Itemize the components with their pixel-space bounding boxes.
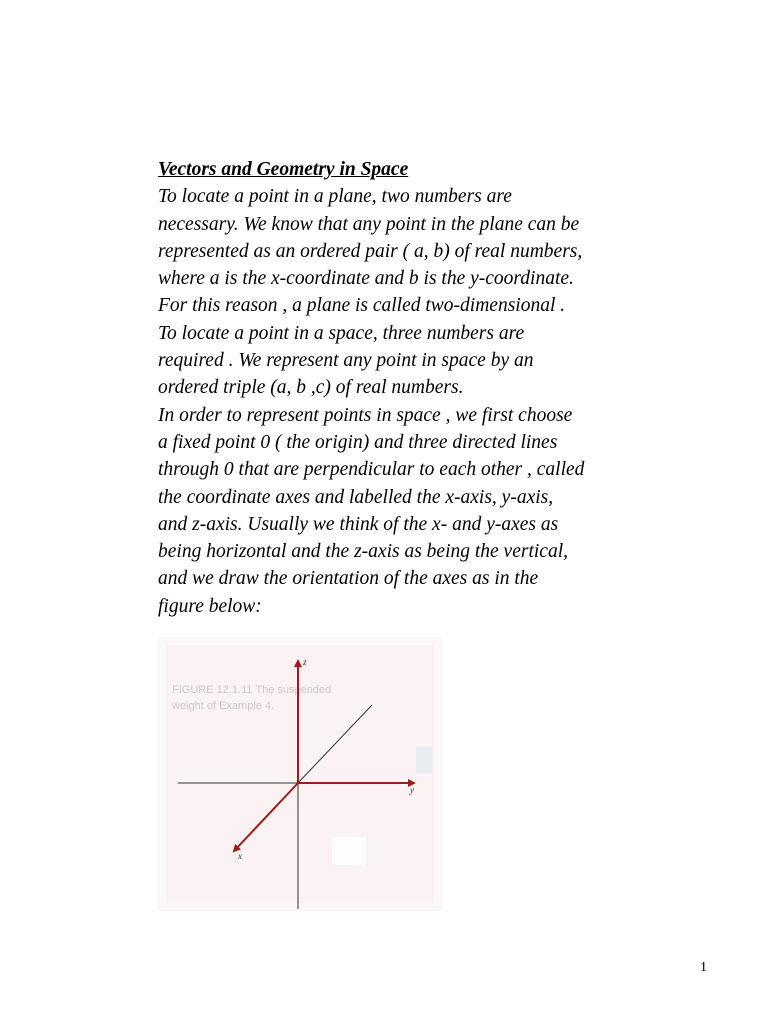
text-line: To locate a point in a plane, two numbers are: [158, 186, 512, 208]
page-number: 1: [700, 960, 707, 975]
text-line: For this reason , a plane is called two-dimensional .: [158, 295, 566, 317]
text-line: and we draw the orientation of the axes as in the: [158, 568, 539, 590]
text-line: In order to represent points in space , we first choose: [158, 404, 573, 426]
body-text: [158, 156, 678, 620]
text-line: ordered triple (a, b ,c) of real numbers.: [158, 377, 464, 399]
ghost-patch: [416, 747, 432, 773]
y-axis-label: y: [410, 785, 414, 795]
text-line: the coordinate axes and labelled the x-axis, y-axis,: [158, 486, 554, 508]
ghost-caption-line2: weight of Example 4.: [172, 700, 275, 712]
text-line: figure below:: [158, 595, 262, 617]
text-line: required . We represent any point in space by an: [158, 350, 534, 372]
z-axis-label: z: [303, 657, 307, 667]
text-line: being horizontal and the z-axis as being the vertical,: [158, 541, 568, 563]
x-axis-label: x: [238, 851, 242, 861]
text-line: represented as an ordered pair ( a, b) of real numbers,: [158, 240, 583, 262]
text-line: where a is the x-coordinate and b is the y-coordinate.: [158, 268, 574, 290]
ghost-caption-line1: FIGURE 12.1.11 The suspended: [172, 684, 332, 696]
ghost-patch: [332, 837, 366, 865]
text-line: through 0 that are perpendicular to each other , called: [158, 459, 585, 481]
text-line: and z-axis. Usually we think of the x- and y-axes as: [158, 513, 559, 535]
text-line: necessary. We know that any point in the plane can be: [158, 213, 580, 235]
axes-diagram: [158, 637, 442, 911]
section-title: Vectors and Geometry in Space: [158, 159, 409, 180]
text-line: a fixed point 0 ( the origin) and three directed lines: [158, 431, 558, 453]
coordinate-axes-figure: [158, 637, 442, 911]
text-line: To locate a point in a space, three numbers are: [158, 322, 525, 344]
